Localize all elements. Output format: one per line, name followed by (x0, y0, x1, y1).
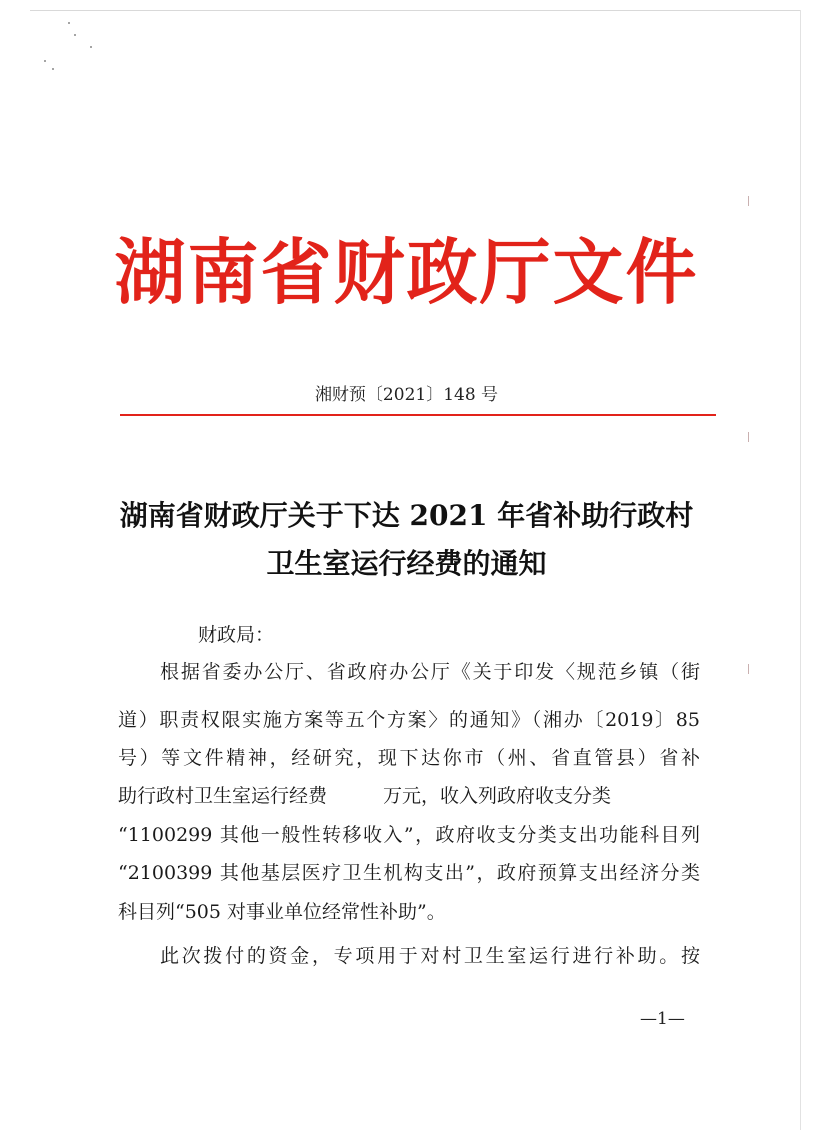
paragraph-1-line-1: 根据省委办公厅、省政府办公厅《关于印发〈规范乡镇（街 (160, 661, 700, 683)
paragraph-1-line-3: 号）等文件精神，经研究，现下达你市（州、省直管县）省补 (118, 747, 700, 769)
paragraph-1-line-2: 道）职责权限实施方案等五个方案〉的通知》（湘办〔2019〕85 (118, 709, 700, 731)
scan-speck (68, 22, 70, 24)
paragraph-1-line-4-b: 万元，收入列政府收支分类 (383, 785, 612, 807)
paragraph-1-line-6: “2100399 其他基层医疗卫生机构支出”，政府预算支出经济分类 (118, 862, 700, 884)
scan-edge-top (30, 10, 800, 11)
document-title (100, 492, 713, 588)
scan-mark (748, 664, 749, 674)
scan-speck (90, 46, 92, 48)
paragraph-1-line-7: 科目列“505 对事业单位经常性补助”。 (118, 901, 446, 923)
scan-edge-right (800, 10, 801, 1130)
red-divider-line (120, 414, 716, 416)
scan-mark (748, 196, 749, 206)
paragraph-1-line-4 (118, 781, 700, 811)
scan-speck (52, 68, 54, 70)
page-number: —1— (640, 1009, 685, 1029)
scan-mark (748, 432, 749, 442)
paragraph-1-line-4-a: 助行政村卫生室运行经费 (118, 785, 328, 807)
paragraph-1-line-5: “1100299 其他一般性转移收入”，政府收支分类支出功能科目列 (118, 824, 700, 846)
scan-speck (44, 60, 46, 62)
scan-speck (74, 34, 76, 36)
paragraph-2-line-1: 此次拨付的资金，专项用于对村卫生室运行进行补助。按 (160, 945, 700, 967)
document-number: 湘财预〔2021〕148 号 (314, 385, 499, 405)
salutation: 财政局： (198, 624, 275, 646)
issuer-header-title: 湖南省财政厅文件 (114, 231, 699, 314)
title-line-2: 卫生室运行经费的通知 (266, 547, 547, 580)
title-line-1: 湖南省财政厅关于下达 2021 年省补助行政村 (119, 499, 694, 532)
